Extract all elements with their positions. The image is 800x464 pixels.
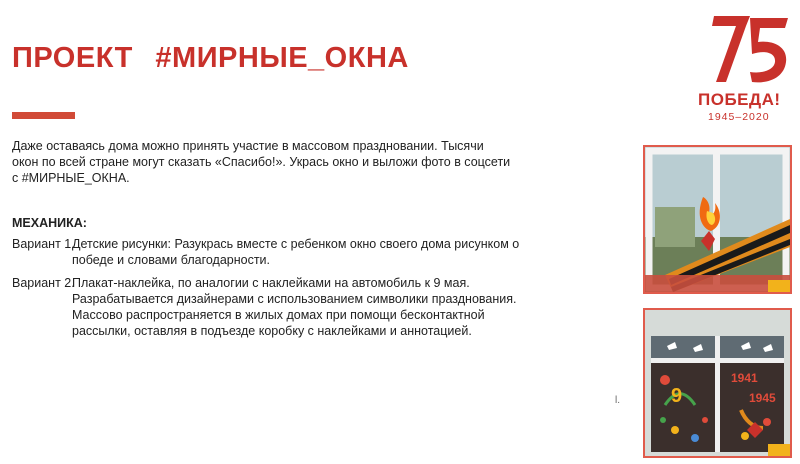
svg-text:1945: 1945 — [749, 391, 776, 405]
svg-text:1941: 1941 — [731, 371, 758, 385]
variant-2 — [12, 275, 532, 339]
svg-text:9: 9 — [671, 385, 683, 407]
page-title — [12, 42, 409, 75]
mechanics-heading: МЕХАНИКА: — [12, 216, 87, 230]
variant-1-label: Вариант 1. — [12, 237, 75, 251]
photo-corner-accent — [768, 280, 790, 292]
victory-75-logo — [692, 10, 796, 128]
logo-years: 1945–2020 — [708, 111, 770, 123]
stray-mark: l. — [615, 395, 620, 406]
variant-1 — [12, 236, 532, 268]
variant-2-text: Плакат-наклейка, по аналогии с наклейками на автомобиль к 9 мая. Разрабатывается дизайнерами с использованием символики празднования. Массово распространяется в жилых домах при помощи бесконтактной рассылки, оставляя в подъезде коробку с наклейками и аннотацией. — [72, 276, 517, 338]
victory-75-emblem — [692, 10, 796, 90]
window-ribbon-image — [645, 147, 790, 292]
window-photo-doves — [643, 308, 792, 458]
hashtag-title: #МИРНЫЕ_ОКНА — [155, 42, 409, 74]
window-doves-image — [645, 310, 790, 456]
logo-word: ПОБЕДА! — [698, 90, 781, 109]
project-label: ПРОЕКТ — [12, 42, 133, 74]
variant-2-label: Вариант 2. — [12, 276, 75, 290]
title-underline-bar — [12, 112, 75, 119]
intro-paragraph: Даже оставаясь дома можно принять участие в массовом праздновании. Тысячи окон по всей стране могут сказать «Спасибо!». Укрась окно и выложи фото в соцсети с #МИРНЫЕ_ОКНА. — [12, 139, 511, 185]
photo-corner-accent — [768, 444, 790, 456]
variant-1-text: Детские рисунки: Разукрась вместе с ребенком окно своего дома рисунком о победе и словами благодарности. — [72, 237, 520, 267]
window-photo-ribbon — [643, 145, 792, 294]
